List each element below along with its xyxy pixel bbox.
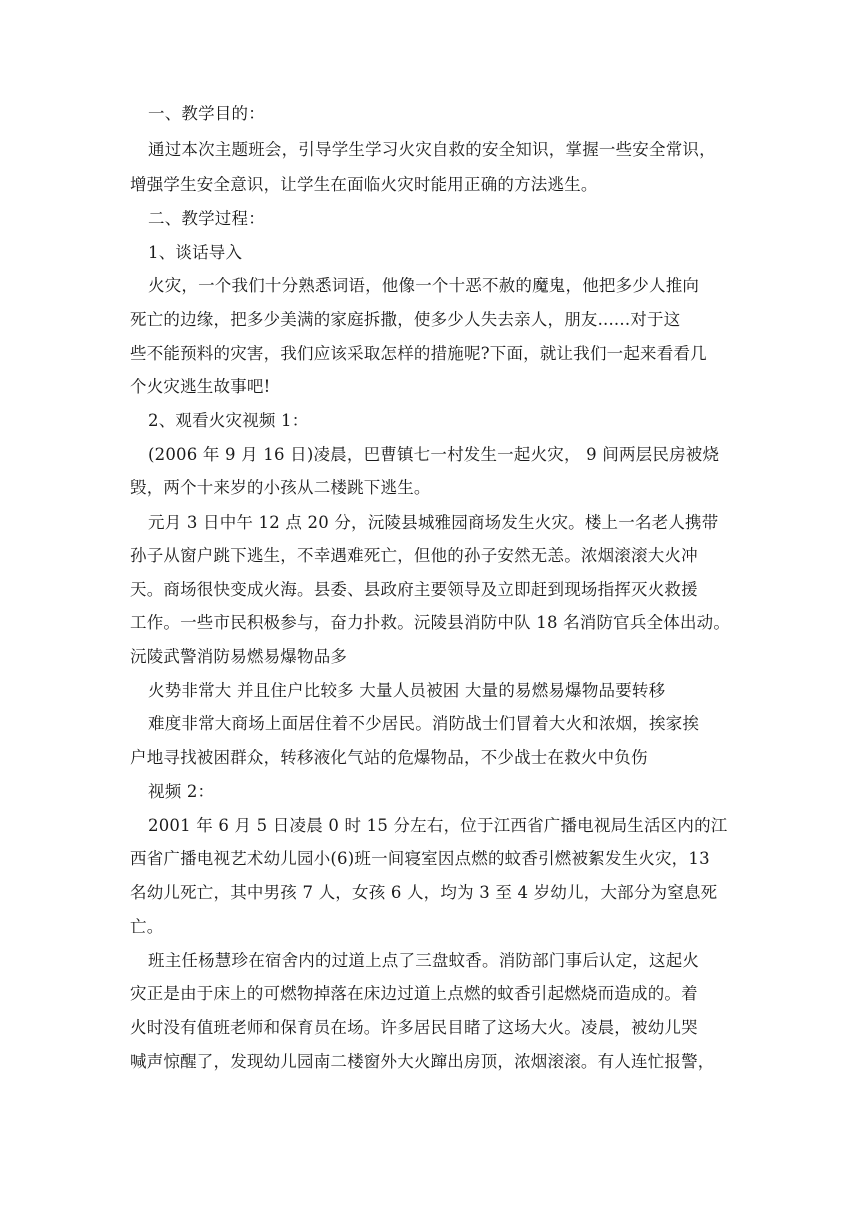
paragraph-line: 班主任杨慧珍在宿舍内的过道上点了三盘蚊香。消防部门事后认定，这起火 (148, 951, 700, 970)
paragraph-line: 孙子从窗户跳下逃生，不幸遇难死亡，但他的孙子安然无恙。浓烟滚滚大火冲 (130, 546, 698, 565)
paragraph-line: 2001 年 6 月 5 日凌晨 0 时 15 分左右，位于江西省广播电视局生活区内的江 (148, 816, 728, 835)
paragraph-line: 难度非常大商场上面居住着不少居民。消防战士们冒着大火和浓烟，挨家挨 (148, 714, 700, 733)
paragraph-line: 个火灾逃生故事吧! (130, 377, 271, 396)
subheading-intro: 1、谈话导入 (148, 243, 243, 262)
paragraph-line: 亡。 (130, 917, 164, 936)
paragraph-line: 灾正是由于床上的可燃物掉落在床边过道上点燃的蚊香引起燃烧而造成的。着 (130, 984, 698, 1003)
heading-teaching-process: 二、教学过程： (148, 209, 265, 228)
paragraph-line: 些不能预料的灾害，我们应该采取怎样的措施呢?下面，就让我们一起来看看几 (130, 344, 707, 363)
paragraph-line: 通过本次主题班会，引导学生学习火灾自救的安全知识，掌握一些安全常识， (148, 140, 716, 159)
heading-teaching-objective: 一、教学目的： (148, 104, 265, 123)
paragraph-line: 死亡的边缘，把多少美满的家庭拆撒，使多少人失去亲人，朋友......对于这 (130, 310, 681, 329)
paragraph-line: 西省广播电视艺术幼儿园小(6)班一间寝室因点燃的蚊香引燃被絮发生火灾，13 (130, 849, 710, 868)
paragraph-line: 元月 3 日中午 12 点 20 分，沅陵县城雅园商场发生火灾。楼上一名老人携带 (148, 513, 719, 532)
subheading-video-1: 2、观看火灾视频 1： (148, 411, 309, 430)
paragraph-line: 工作。一些市民积极参与，奋力扑救。沅陵县消防中队 18 名消防官兵全体出动。 (130, 613, 731, 632)
paragraph-line: 毁，两个十来岁的小孩从二楼跳下逃生。 (130, 478, 431, 497)
paragraph-line: 火时没有值班老师和保育员在场。许多居民目睹了这场大火。凌晨，被幼儿哭 (130, 1018, 698, 1037)
paragraph-line: 天。商场很快变成火海。县委、县政府主要领导及立即赶到现场指挥灭火救援 (130, 580, 698, 599)
subheading-video-2: 视频 2： (148, 782, 215, 801)
paragraph-line: 喊声惊醒了，发现幼儿园南二楼窗外大火蹿出房顶，浓烟滚滚。有人连忙报警， (130, 1052, 715, 1071)
paragraph-line: 增强学生安全意识，让学生在面临火灾时能用正确的方法逃生。 (130, 175, 598, 194)
paragraph-line: (2006 年 9 月 16 日)凌晨，巴曹镇七一村发生一起火灾， 9 间两层民房被烧 (148, 445, 720, 464)
paragraph-line: 火势非常大 并且住户比较多 大量人员被困 大量的易燃易爆物品要转移 (148, 681, 666, 700)
paragraph-line: 户地寻找被困群众，转移液化气站的危爆物品，不少战士在救火中负伤 (130, 748, 648, 767)
paragraph-line: 沅陵武警消防易燃易爆物品多 (130, 647, 348, 666)
paragraph-line: 名幼儿死亡，其中男孩 7 人，女孩 6 人，均为 3 至 4 岁幼儿，大部分为窒息死 (130, 883, 718, 902)
paragraph-line: 火灾，一个我们十分熟悉词语，他像一个十恶不赦的魔鬼，他把多少人推向 (148, 276, 700, 295)
